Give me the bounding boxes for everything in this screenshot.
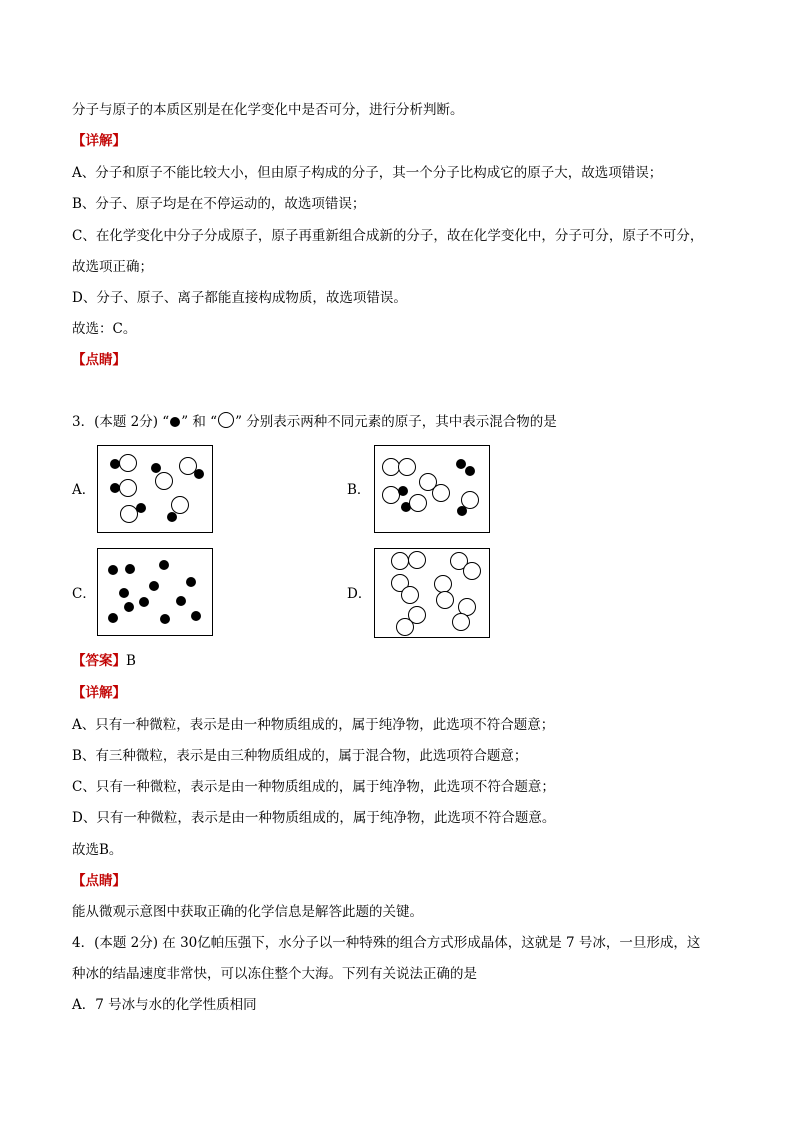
option-d-diagram — [374, 548, 490, 638]
q3-comment: 能从微观示意图中获取正确的化学信息是解答此题的关键。 — [72, 904, 423, 920]
answer-heading: 【答案】 — [72, 653, 126, 669]
option-b-label: B． — [347, 482, 371, 498]
answer-value: B — [126, 653, 136, 669]
q3-detail-heading: 【详解】 — [72, 685, 126, 701]
analysis-intro: 分子与原子的本质区别是在化学变化中是否可分，进行分析判断。 — [72, 102, 464, 118]
choice-text: 故选：C。 — [72, 321, 137, 337]
q3-detail-line-d: D、只有一种微粒，表示是由一种物质组成的，属于纯净物，此选项不符合题意。 — [72, 810, 556, 826]
q3-choice: 故选B。 — [72, 842, 123, 858]
option-a-label: A． — [72, 482, 96, 498]
q3-stem — [72, 412, 557, 432]
q4-stem-line1: 4．(本题 2分) 在 30亿帕压强下，水分子以一种特殊的组合方式形成晶体，这就是 7 号冰，一旦形成，这 — [72, 935, 701, 951]
option-c-diagram — [97, 548, 213, 636]
q3-detail-line-b: B、有三种微粒，表示是由三种物质组成的，属于混合物，此选项符合题意； — [72, 748, 528, 764]
detail-line-c-cont: 故选项正确； — [72, 259, 153, 275]
option-c-label: C． — [72, 586, 96, 602]
q3-stem-suffix: ” 分别表示两种不同元素的原子，其中表示混合物的是 — [235, 414, 557, 430]
detail-line-a: A、分子和原子不能比较大小，但由原子构成的分子，其一个分子比构成它的原子大，故选项错误； — [72, 165, 663, 181]
q3-stem-prefix: 3．(本题 2分) “ — [72, 414, 170, 430]
comment-heading: 【点睛】 — [72, 352, 126, 368]
q4-stem-line2: 种冰的结晶速度非常快，可以冻住整个大海。下列有关说法正确的是 — [72, 966, 477, 982]
option-b-diagram — [374, 445, 490, 533]
option-d-label: D． — [347, 586, 372, 602]
q3-detail-line-a: A、只有一种微粒，表示是由一种物质组成的，属于纯净物，此选项不符合题意； — [72, 717, 555, 733]
detail-line-c: C、在化学变化中分子分成原子，原子再重新组合成新的分子，故在化学变化中，分子可分，原子不可分， — [72, 228, 704, 244]
q3-comment-heading: 【点睛】 — [72, 873, 126, 889]
q3-answer — [72, 651, 136, 671]
q3-stem-mid: ” 和 “ — [181, 414, 218, 430]
q3-detail-line-c: C、只有一种微粒，表示是由一种物质组成的，属于纯净物，此选项不符合题意； — [72, 779, 555, 795]
q4-option-a: A．7 号冰与水的化学性质相同 — [72, 997, 257, 1013]
hollow-atom-icon — [217, 412, 235, 428]
detail-line-b: B、分子、原子均是在不停运动的，故选项错误； — [72, 196, 366, 212]
detail-line-d: D、分子、原子、离子都能直接构成物质，故选项错误。 — [72, 290, 407, 306]
detail-heading: 【详解】 — [72, 133, 126, 149]
filled-atom-icon — [169, 414, 181, 428]
option-a-diagram — [97, 445, 213, 533]
